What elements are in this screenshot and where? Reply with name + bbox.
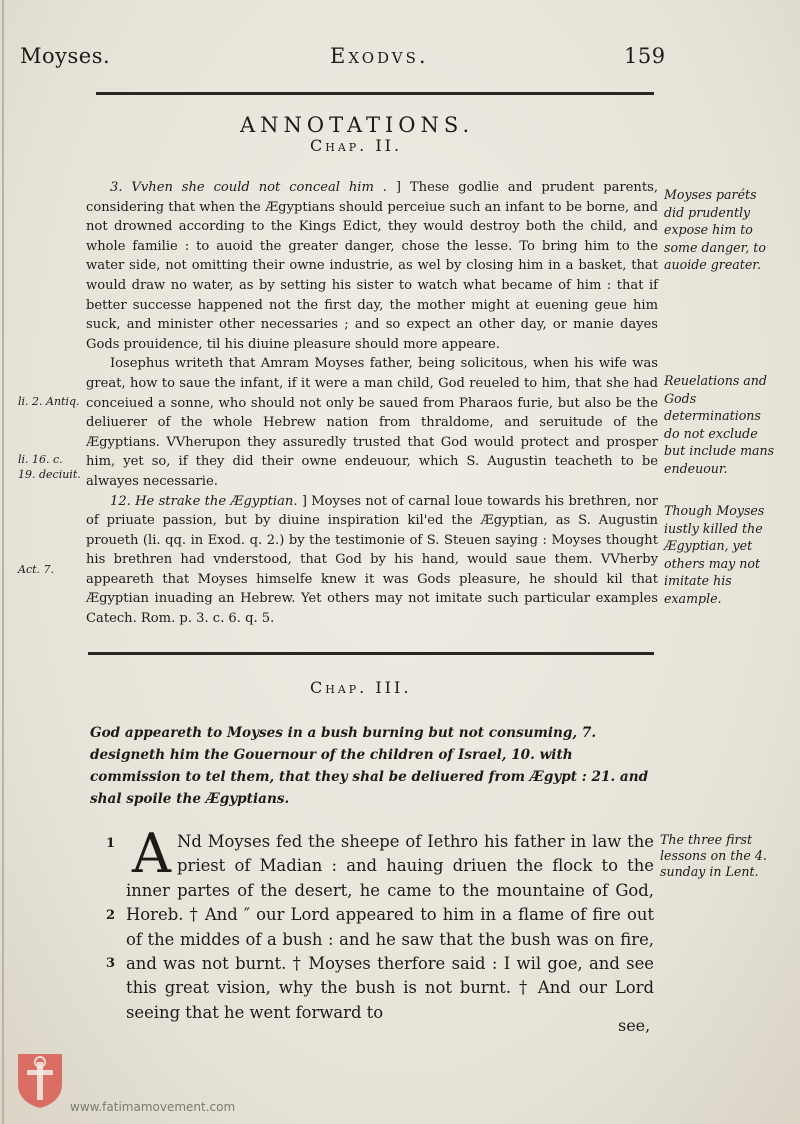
footer-url[interactable]: www.fatimamovement.com: [70, 1100, 236, 1114]
chapter-3-text: [126, 822, 654, 1025]
annotation-lemma: 3. Vvhen she could not conceal him .: [110, 180, 387, 195]
right-margin-note: Reuelations and Gods determinations do not exclude but include mans endeuour.: [664, 373, 775, 476]
page-edge: [2, 0, 4, 1124]
annotation-paragraph: Iosephus writeth that Amram Moyses father, being solicitous, when his wife was great, how to saue the infant, if it were a man child, God reueled to him, that she had conceiued a sonne, who should not only be saued from Pharaos furie, but also be the deliuerer of the whole Hebrew nation from thraldome, and seruitude of the Ægyptians. VVherupon they assuredly trusted that God would protect and prosper him, yet so, if they did their owne endeuour, which S. Augustin teacheth to be alwayes necessarie.: [86, 356, 658, 489]
verse-number: 1: [106, 836, 116, 851]
verse-number: 2: [106, 908, 116, 923]
section-rule: [88, 652, 654, 655]
chapter-summary: God appeareth to Moyses in a bush burning but not consuming, 7. designeth him the Gouernour of the children of Israel, 10. with commission to tel them, that they shal be deliuered from Ægypt : 21. and shal spoile the Ægyptians.: [90, 725, 649, 807]
annotation-paragraph: 3. Vvhen she could not conceal him . ] These godlie and prudent parents, considering that when the Ægyptians should perceiue such an infant to be borne, and not drowned according to the Kings Edict, they would destroy both the child, and whole familie : to auoid the greater danger, chose the lesse. To bring him to the water side, not omitting their owne industrie, as wel by closing him in a basket, that would draw no water, as by setting his sister to watch what became of him : that if better successe happened not the first day, the mother might at euening geue him suck, and minister other necessaries ; and so expect an other day, or manie dayes Gods prouidence, til his diuine pleasure should more appeare.: [86, 180, 659, 352]
drop-cap: A: [132, 822, 171, 885]
top-rule: [96, 92, 654, 95]
left-margin-note: li. 16. c. 19. deciuit.: [18, 453, 81, 481]
annotations-text: [86, 178, 658, 629]
right-margin-note: Though Moyses iustly killed the Ægyptian, yet others may not imitate his example.: [664, 503, 765, 606]
annotations-heading: ANNOTATIONS.: [240, 113, 475, 137]
verse-number: 3: [106, 956, 116, 971]
left-margin-note: li. 2. Antiq.: [18, 395, 80, 408]
chapter-3-verses: Nd Moyses fed the sheepe of Iethro his father in law the priest of Madian : and hauing driuen the flock to the inner partes of the desert, he came to the mountaine of God, Horeb. † And ″ our Lord appeared to him in a flame of fire out of the middes of a bush : and he saw that the bush was on fire, and was not burnt. † Moyses therfore said : I wil goe, and see this great vision, why the bush is not burnt. † And our Lord seeing that he went forward to: [126, 832, 654, 1022]
right-margin-note: Moyses paréts did prudently expose him to some danger, to auoide greater.: [664, 187, 766, 273]
running-head-left: Moyses.: [20, 44, 111, 68]
chapter-3-heading: Chap. III.: [310, 678, 412, 697]
annotation-paragraph: 12. He strake the Ægyptian. ] Moyses not of carnal loue towards his brethren, nor of priuate passion, but by diuine inspiration kil'ed the Ægyptian, as S. Augustin proueth (li. qq. in Exod. q. 2.) by the testimonie of S. Steuen saying : Moyses thought his brethren had vnderstood, that God by his hand, would saue them. VVherby appeareth that Moyses himselfe knew it was Gods pleasure, he should kil that Ægyptian inuading an Hebrew. Yet others may not imitate such particular examples Catech. Rom. p. 3. c. 6. q. 5.: [86, 493, 659, 627]
lenten-lessons-note: The three first lessons on the 4. sunday in Lent.: [660, 832, 767, 879]
catchword: see,: [618, 1016, 651, 1035]
chapter-2-heading: Chap. II.: [310, 136, 403, 155]
running-head-title: Exodvs.: [330, 44, 429, 68]
page-number: 159: [624, 44, 666, 68]
left-margin-note: Act. 7.: [18, 563, 55, 576]
fatima-movement-logo-icon: [14, 1050, 66, 1110]
annotation-lemma: 12. He strake the Ægyptian.: [110, 493, 298, 509]
